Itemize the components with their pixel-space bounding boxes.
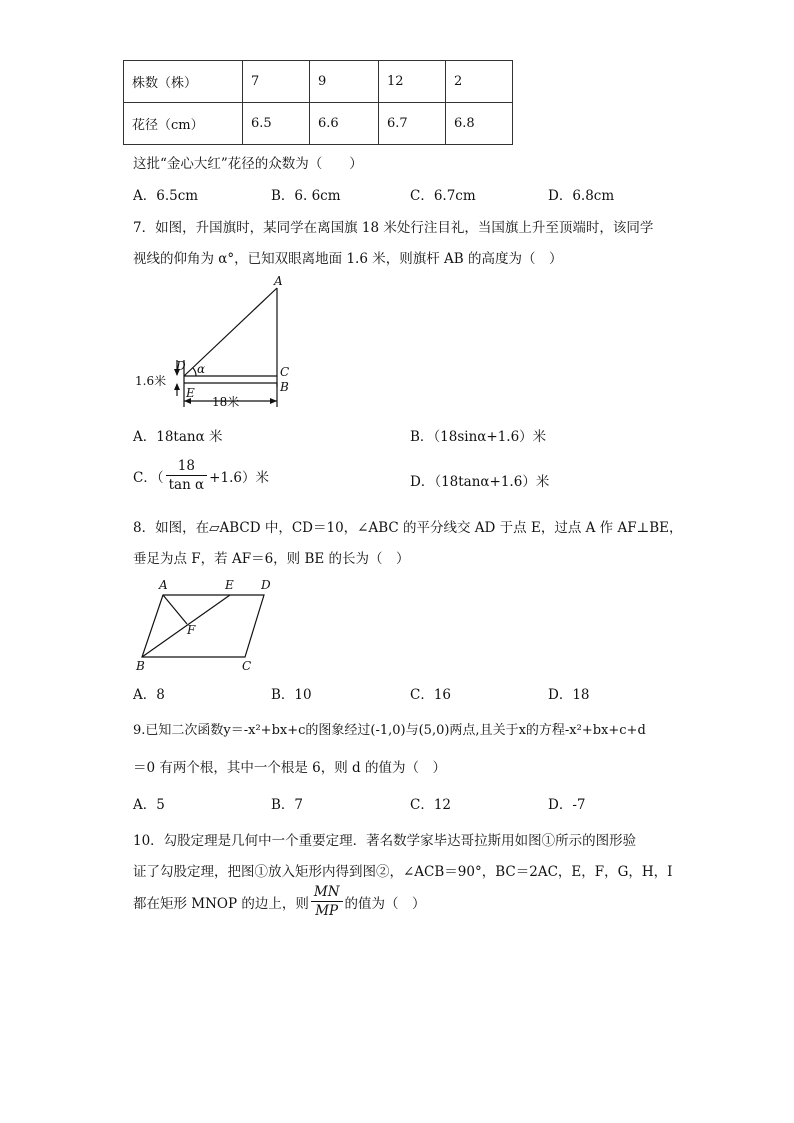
q10-fraction [311, 884, 343, 919]
arrow-head [270, 398, 277, 404]
segment-af [163, 595, 187, 624]
label-c: C [280, 365, 290, 379]
table-cell: 2 [446, 61, 513, 103]
q8-line1: 8．如图，在▱ABCD 中，CD＝10，∠ABC 的平分线交 AD 于点 E，过点 A 作 AF⊥BE， [133, 520, 683, 536]
table-cell: 6.7 [379, 103, 446, 145]
q7-option-d: D．（18tanα+1.6）米 [410, 474, 550, 490]
q9-option-d: D．-7 [548, 797, 586, 813]
q8-option-b: B．10 [271, 687, 312, 703]
flower-data-table [123, 60, 513, 145]
parallelogram-abcd [142, 595, 264, 657]
q6-option-b: B．6. 6cm [271, 188, 341, 204]
q7-flagpole-figure [130, 272, 310, 412]
fraction-numerator: MN [311, 884, 343, 902]
q8-parallelogram-figure [130, 572, 280, 677]
q10-line3-prefix: 都在矩形 MNOP 的边上，则 [133, 895, 309, 912]
q10-line2: 证了勾股定理，把图①放入矩形内得到图②，∠ACB＝90°，BC＝2AC，E，F，G，H，I [133, 864, 673, 880]
q6-option-d: D．6.8cm [548, 188, 615, 204]
q7-option-c-suffix: +1.6）米 [209, 469, 269, 486]
fraction-numerator: 18 [166, 458, 208, 476]
label-alpha: α [197, 362, 206, 376]
table-cell: 6.6 [310, 103, 379, 145]
label-e: E [186, 386, 195, 400]
label-a: A [159, 578, 168, 592]
arrow-head [174, 383, 180, 390]
label-e: E [225, 578, 234, 592]
q8-option-c: C．16 [410, 687, 452, 703]
table-cell: 7 [243, 61, 310, 103]
q7-option-b: B．（18sinα+1.6）米 [410, 429, 547, 445]
q7-option-c-prefix: C．（ [133, 469, 164, 486]
table-cell: 6.5 [243, 103, 310, 145]
q7-option-a: A．18tanα 米 [133, 429, 223, 445]
q10-line1: 10．勾股定理是几何中一个重要定理．著名数学家毕达哥拉斯用如图①所示的图形验 [133, 833, 637, 849]
q7-option-c-fraction [166, 458, 208, 493]
q6-option-c: C．6.7cm [410, 188, 476, 204]
q7-option-c [133, 458, 269, 493]
q8-option-d: D．18 [548, 687, 590, 703]
table-row [124, 103, 513, 145]
q8-line2: 垂足为点 F，若 AF＝6，则 BE 的长为（ ） [133, 551, 410, 567]
angle-arc [193, 368, 196, 376]
table-cell: 12 [379, 61, 446, 103]
label-d: D [176, 359, 186, 373]
q9-option-a: A．5 [133, 797, 165, 813]
table-cell: 花径（cm） [124, 103, 243, 145]
q9-line1: 9.已知二次函数y＝-x²+bx+c的图象经过(-1,0)与(5,0)两点,且关于x的方程-x²+bx+c+d [133, 723, 646, 738]
label-d: D [261, 578, 271, 592]
q6-stem: 这批“金心大红”花径的众数为（ ） [133, 156, 363, 172]
segment-be [142, 595, 230, 657]
fraction-denominator: MP [315, 903, 339, 919]
table-row [124, 61, 513, 103]
q9-line2: ＝0 有两个根，其中一个根是 6，则 d 的值为（ ） [133, 760, 446, 776]
q7-line2: 视线的仰角为 α°，已知双眼离地面 1.6 米，则旗杆 AB 的高度为（ ） [133, 251, 563, 267]
q9-option-b: B．7 [271, 797, 304, 813]
label-b: B [280, 380, 289, 394]
table-cell: 6.8 [446, 103, 513, 145]
label-distance: 18米 [212, 395, 240, 409]
label-c: C [242, 659, 252, 673]
q10-line3 [133, 884, 426, 919]
label-a: A [274, 274, 283, 288]
q7-line1: 7．如图，升国旗时，某同学在离国旗 18 米处行注目礼，当国旗上升至顶端时，该同学 [133, 220, 654, 236]
q8-option-a: A．8 [133, 687, 165, 703]
fraction-denominator: tan α [168, 477, 205, 493]
q9-option-c: C．12 [410, 797, 452, 813]
label-height: 1.6米 [135, 374, 167, 388]
q6-option-a: A．6.5cm [133, 188, 199, 204]
label-b: B [136, 659, 145, 673]
q10-line3-suffix: 的值为（ ） [344, 895, 426, 912]
label-f: F [187, 623, 196, 637]
table-cell: 株数（株） [124, 61, 243, 103]
table-cell: 9 [310, 61, 379, 103]
